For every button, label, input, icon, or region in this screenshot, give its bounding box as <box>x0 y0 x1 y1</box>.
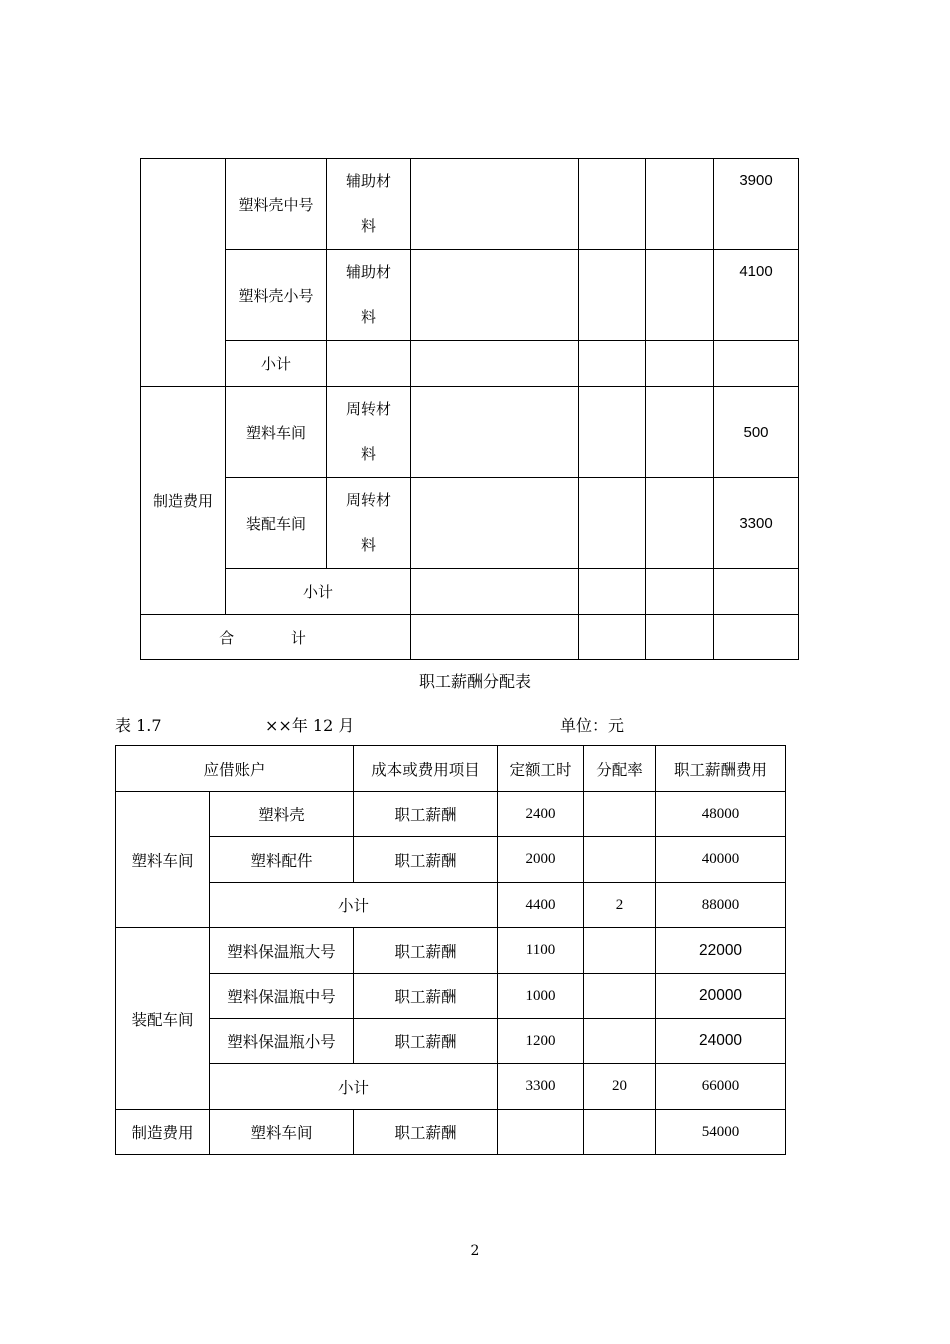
amount-cell: 54000 <box>656 1110 786 1155</box>
table-row <box>141 159 799 250</box>
hours-cell: 4400 <box>498 883 584 928</box>
subtotal-row <box>116 1064 786 1110</box>
header-row <box>116 746 786 792</box>
amount-cell: 500 <box>714 387 799 478</box>
material-allocation-table-continued <box>140 158 799 660</box>
amount-cell: 3900 <box>714 159 799 250</box>
item-cell: 职工薪酬 <box>354 792 498 837</box>
rate-cell: 20 <box>584 1064 656 1110</box>
product-cell: 塑料车间 <box>210 1110 354 1155</box>
header-account: 应借账户 <box>116 746 354 792</box>
product-cell: 塑料保温瓶大号 <box>210 928 354 974</box>
subtotal-row <box>116 883 786 928</box>
product-cell: 塑料保温瓶小号 <box>210 1019 354 1064</box>
page-number: 2 <box>470 1243 480 1259</box>
material-cell: 周转材 料 <box>327 387 411 478</box>
item-cell: 职工薪酬 <box>354 974 498 1019</box>
table-row <box>116 928 786 974</box>
table-row <box>116 1019 786 1064</box>
product-cell: 塑料配件 <box>210 837 354 883</box>
account-cell: 制造费用 <box>141 387 226 615</box>
account-cell: 塑料车间 <box>116 792 210 928</box>
hours-cell: 1200 <box>498 1019 584 1064</box>
amount-cell: 4100 <box>714 250 799 341</box>
period-label: ××年 12 月 <box>265 716 355 735</box>
header-amount: 职工薪酬费用 <box>656 746 786 792</box>
subtotal-label: 小计 <box>210 883 498 928</box>
table-row <box>116 974 786 1019</box>
amount-cell: 66000 <box>656 1064 786 1110</box>
hours-cell <box>498 1110 584 1155</box>
total-label: 合 计 <box>141 615 411 660</box>
table-row <box>116 792 786 837</box>
header-hours: 定额工时 <box>498 746 584 792</box>
rate-cell <box>584 1110 656 1155</box>
rate-cell: 2 <box>584 883 656 928</box>
item-cell: 职工薪酬 <box>354 1019 498 1064</box>
rate-cell <box>584 1019 656 1064</box>
product-cell: 塑料保温瓶中号 <box>210 974 354 1019</box>
header-rate: 分配率 <box>584 746 656 792</box>
header-item: 成本或费用项目 <box>354 746 498 792</box>
amount-cell: 20000 <box>656 974 786 1019</box>
rate-cell <box>584 837 656 883</box>
table-number: 表 1.7 <box>115 716 162 735</box>
table-caption: 职工薪酬分配表 <box>418 672 531 691</box>
item-cell: 职工薪酬 <box>354 1110 498 1155</box>
item-cell: 塑料壳小号 <box>226 250 327 341</box>
table-row <box>141 341 799 387</box>
rate-cell <box>584 792 656 837</box>
material-cell: 周转材 料 <box>327 478 411 569</box>
item-cell: 职工薪酬 <box>354 928 498 974</box>
account-cell: 制造费用 <box>116 1110 210 1155</box>
table-row <box>116 1110 786 1155</box>
account-cell: 装配车间 <box>116 928 210 1110</box>
amount-cell: 3300 <box>714 478 799 569</box>
subtotal-label: 小计 <box>226 569 411 615</box>
hours-cell: 2400 <box>498 792 584 837</box>
blank-account-cell <box>141 159 226 387</box>
item-cell: 装配车间 <box>226 478 327 569</box>
table-row <box>141 615 799 660</box>
subtotal-label: 小计 <box>210 1064 498 1110</box>
table-row <box>141 250 799 341</box>
subtotal-label: 小计 <box>226 341 327 387</box>
table-row <box>141 569 799 615</box>
hours-cell: 1100 <box>498 928 584 974</box>
hours-cell: 2000 <box>498 837 584 883</box>
rate-cell <box>584 974 656 1019</box>
item-cell: 塑料壳中号 <box>226 159 327 250</box>
amount-cell: 88000 <box>656 883 786 928</box>
table-row <box>141 387 799 478</box>
salary-allocation-table <box>115 745 786 1155</box>
item-cell: 塑料车间 <box>226 387 327 478</box>
amount-cell: 40000 <box>656 837 786 883</box>
unit-label: 单位：元 <box>560 716 625 735</box>
material-cell: 辅助材 料 <box>327 250 411 341</box>
table-row <box>141 478 799 569</box>
amount-cell: 22000 <box>656 928 786 974</box>
hours-cell: 1000 <box>498 974 584 1019</box>
rate-cell <box>584 928 656 974</box>
product-cell: 塑料壳 <box>210 792 354 837</box>
item-cell: 职工薪酬 <box>354 837 498 883</box>
hours-cell: 3300 <box>498 1064 584 1110</box>
amount-cell: 48000 <box>656 792 786 837</box>
amount-cell: 24000 <box>656 1019 786 1064</box>
material-cell: 辅助材 料 <box>327 159 411 250</box>
table-row <box>116 837 786 883</box>
